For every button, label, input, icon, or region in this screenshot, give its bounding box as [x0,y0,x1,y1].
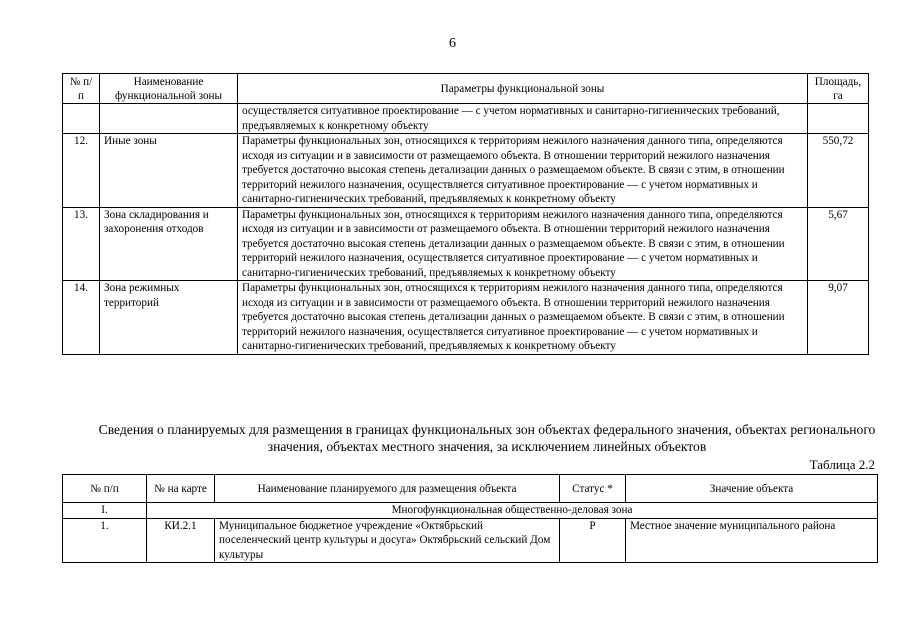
zone-area: 550,72 [808,134,869,208]
zone-name: Зона складирования и захоронения отходов [100,207,238,281]
group-num: I. [63,503,147,519]
group-title: Многофункциональная общественно-деловая зона [147,503,878,519]
functional-zones-table [62,73,869,355]
header-object-value: Значение объекта [626,475,878,503]
zone-area: 5,67 [808,207,869,281]
map-num: КИ.2.1 [147,518,215,563]
zone-name: Зона режимных территорий [100,281,238,355]
header-object-name: Наименование планируемого для размещения объекта [215,475,560,503]
section-title: Сведения о планируемых для размещения в границах функциональных зон объектах федерального значения, объектах регионального значения, объектах местного значения, за исключением линейных объектов [98,422,876,454]
zone-name: Иные зоны [100,134,238,208]
object-name: Муниципальное бюджетное учреждение «Октябрьский поселенческий центр культуры и досуга» Октябрьский сельский Дом культуры [215,518,560,563]
header-num: № п/п [63,475,147,503]
header-zone-params: Параметры функциональной зоны [238,74,808,104]
zone-params: Параметры функциональных зон, относящихся к территориям нежилого назначения данного типа, определяются исходя из ситуации и в зависимости от размещаемого объекта. В отношении территорий нежилого назначения требуется достаточно высокая степень детализации данных о размещаемом объекте. В связи с этим, в отношении территорий нежилого назначения, осуществляется ситуативное проектирование — с учетом нормативных и санитарно-гигиенических требований, предъявляемых к конкретному объекту [238,281,808,355]
header-area: Площадь, га [808,74,869,104]
object-value: Местное значение муниципального района [626,518,878,563]
zone-area: 9,07 [808,281,869,355]
zone-params: Параметры функциональных зон, относящихся к территориям нежилого назначения данного типа, определяются исходя из ситуации и в зависимости от размещаемого объекта. В отношении территорий нежилого назначения требуется достаточно высокая степень детализации данных о размещаемом объекте. В связи с этим, в отношении территорий нежилого назначения, осуществляется ситуативное проектирование — с учетом нормативных и санитарно-гигиенических требований, предъявляемых к конкретному объекту [238,134,808,208]
continuation-text: осуществляется ситуативное проектирование — с учетом нормативных и санитарно-гигиенических требований, предъявляемых к конкретному объекту [238,104,808,134]
table-header-row [63,74,869,104]
header-status: Статус * [560,475,626,503]
table-row [63,207,869,281]
row-num: 1. [63,518,147,563]
row-num: 14. [63,281,100,355]
header-map-num: № на карте [147,475,215,503]
table-row [63,518,878,563]
row-num: 13. [63,207,100,281]
table-row [63,281,869,355]
table-group-row [63,503,878,519]
table-row [63,134,869,208]
row-num: 12. [63,134,100,208]
table-header-row [63,475,878,503]
page-number: 6 [449,36,456,51]
planned-objects-table [62,474,878,563]
table-label: Таблица 2.2 [809,457,875,472]
object-status: Р [560,518,626,563]
table-row-continuation [63,104,869,134]
zone-params: Параметры функциональных зон, относящихся к территориям нежилого назначения данного типа, определяются исходя из ситуации и в зависимости от размещаемого объекта. В отношении территорий нежилого назначения требуется достаточно высокая степень детализации данных о размещаемом объекте. В связи с этим, в отношении территорий нежилого назначения, осуществляется ситуативное проектирование — с учетом нормативных и санитарно-гигиенических требований, предъявляемых к конкретному объекту [238,207,808,281]
header-num: № п/п [63,74,100,104]
header-zone-name: Наименование функциональной зоны [100,74,238,104]
